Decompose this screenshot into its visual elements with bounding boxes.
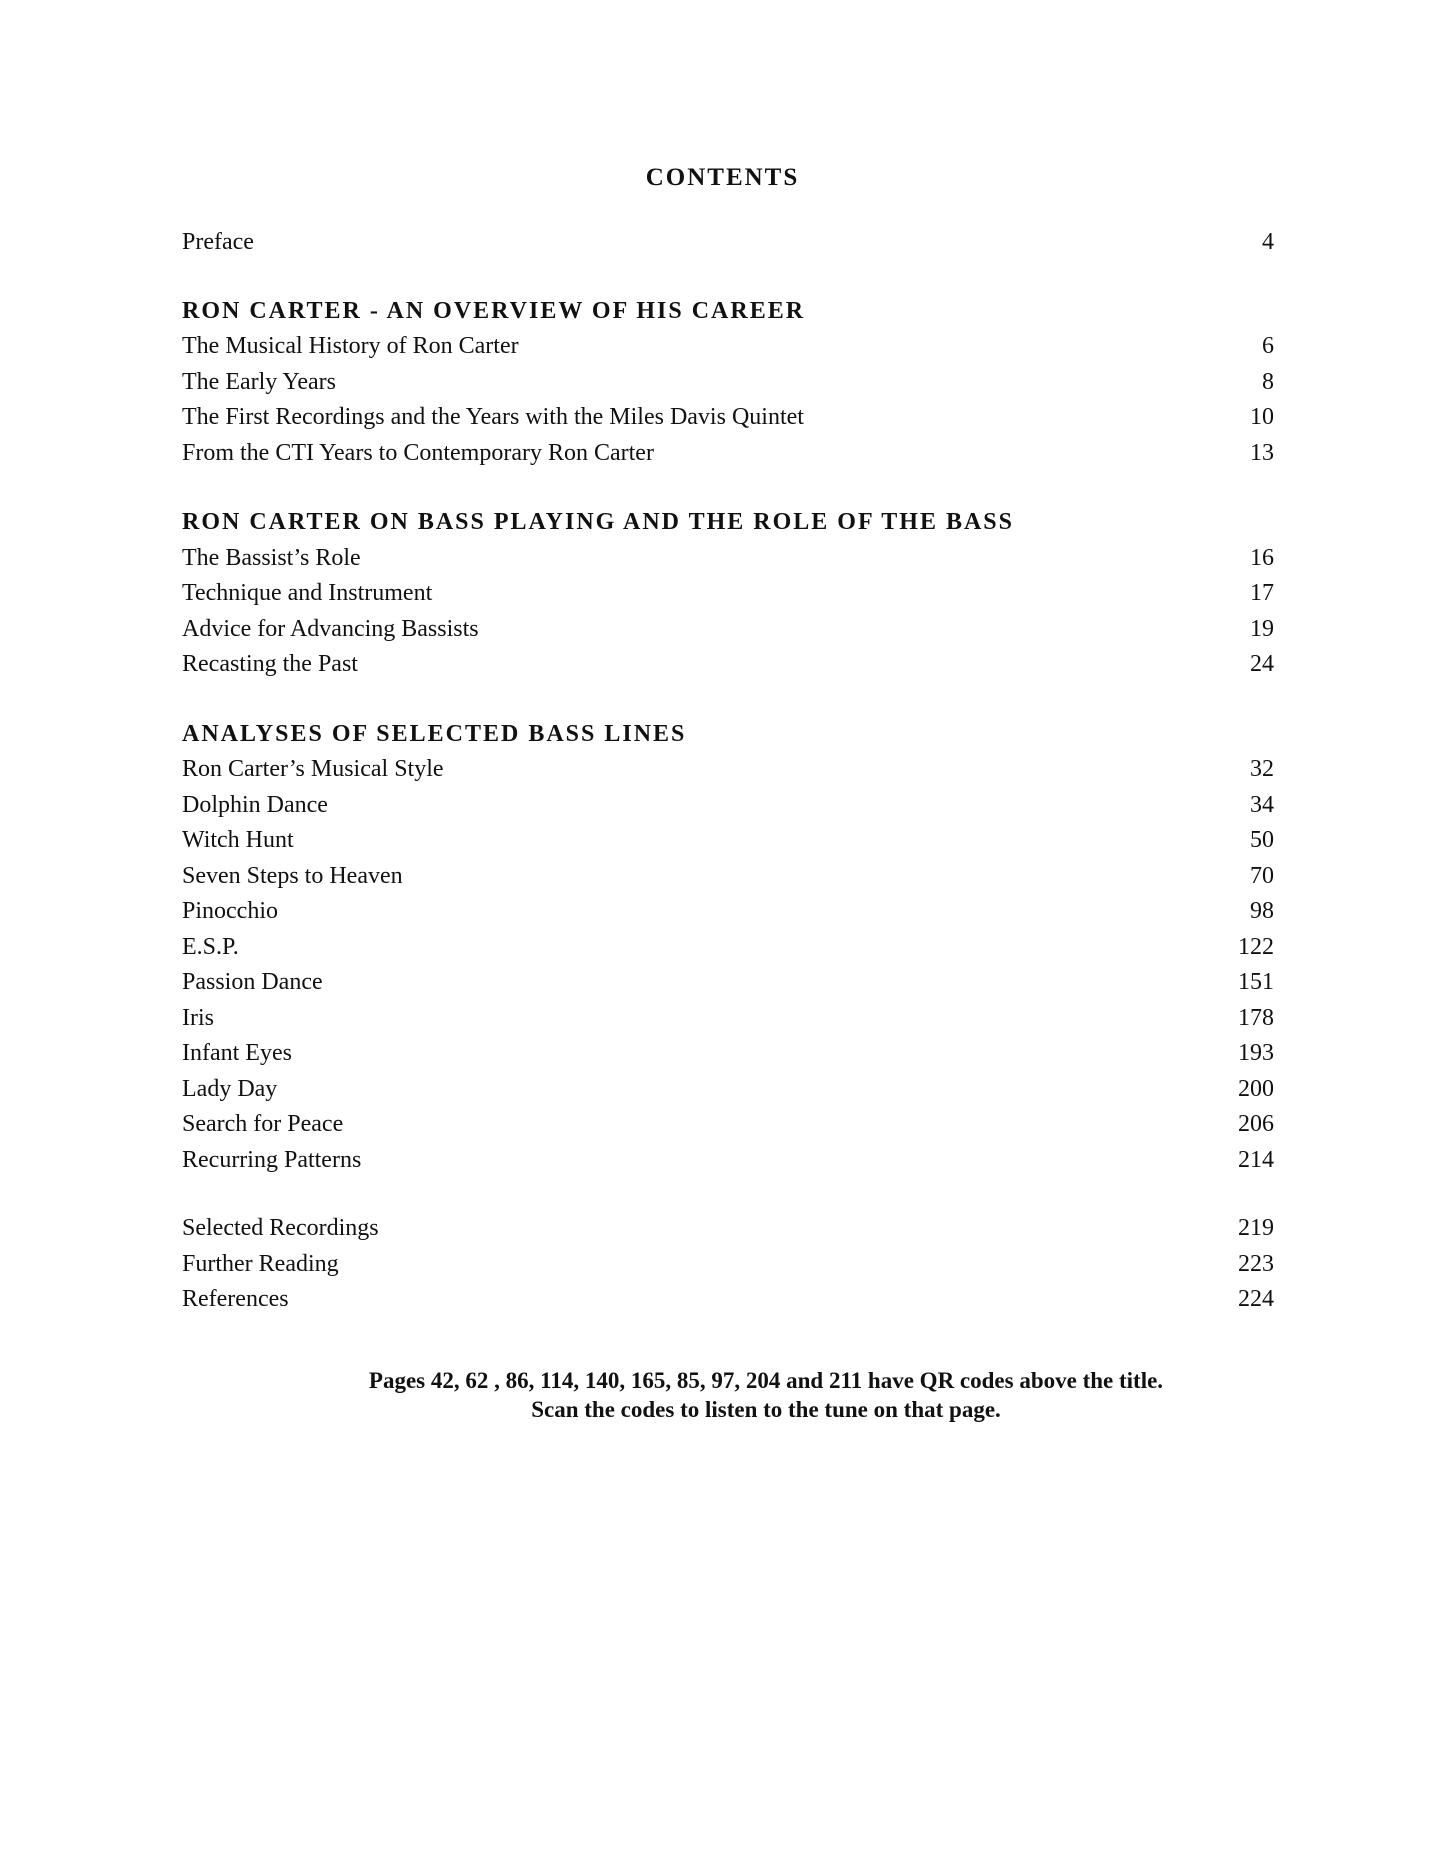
qr-code-note-line: Scan the codes to listen to the tune on that page. [531, 1397, 1001, 1422]
toc-entry-page: 122 [1238, 933, 1274, 960]
toc-entry [182, 400, 1274, 436]
toc-entry-page: 8 [1262, 368, 1274, 395]
section-heading: RON CARTER - AN OVERVIEW OF HIS CAREER [182, 297, 806, 324]
toc-entry-page: 200 [1238, 1075, 1274, 1102]
toc-entry-page: 6 [1262, 333, 1274, 359]
toc-entry-label: Infant Eyes [182, 1040, 292, 1066]
toc-entry-page: 206 [1238, 1111, 1274, 1137]
toc-entry-label: Passion Dance [182, 969, 323, 995]
toc-entry-label: Further Reading [182, 1250, 339, 1277]
toc-entry-label: Pinocchio [182, 898, 278, 924]
toc-entry-label: Dolphin Dance [182, 791, 328, 818]
toc-entry-page: 13 [1250, 439, 1274, 466]
toc-entry-label: Lady Day [182, 1075, 278, 1102]
toc-entry-label: The Early Years [182, 368, 336, 395]
toc-entry-label: Ron Carter’s Musical Style [182, 756, 444, 782]
toc-entry-label: From the CTI Years to Contemporary Ron Carter [182, 439, 654, 466]
toc-entry-page: 24 [1250, 651, 1274, 677]
toc-entry-page: 178 [1238, 1004, 1274, 1031]
toc-entry-page: 219 [1238, 1215, 1274, 1241]
toc-entry-page: 19 [1250, 615, 1274, 642]
toc-entry [182, 329, 1274, 365]
qr-code-note-line: Pages 42, 62 , 86, 114, 140, 165, 85, 97, 204 and 211 have QR codes above the title. [368, 1368, 1164, 1393]
toc-entry [182, 965, 1274, 1001]
toc-entry-label: Recasting the Past [182, 651, 358, 677]
toc-entry [182, 647, 1274, 683]
toc-entry-page: 16 [1250, 544, 1274, 571]
toc-entry [182, 541, 1274, 577]
toc-entry-page: 17 [1250, 580, 1274, 606]
toc-entry-label: The Bassist’s Role [182, 544, 361, 571]
toc-entry-label: The Musical History of Ron Carter [182, 333, 519, 359]
toc-entry [182, 788, 1274, 824]
toc-entry-page: 50 [1250, 827, 1274, 853]
toc-entry [182, 930, 1274, 966]
toc-entry-label: Recurring Patterns [182, 1146, 362, 1173]
toc-entry-label: References [182, 1286, 289, 1312]
toc-entry [182, 752, 1274, 788]
toc-entry-page: 4 [1262, 229, 1274, 255]
toc-entry-label: E.S.P. [182, 933, 239, 960]
toc-entry-page: 34 [1250, 791, 1274, 818]
toc-entry-label: Advice for Advancing Bassists [182, 615, 479, 642]
toc-entry [182, 576, 1274, 612]
toc-entry-label: Iris [182, 1004, 214, 1031]
toc-entry [182, 436, 1274, 472]
toc-entry-page: 224 [1238, 1286, 1274, 1312]
toc-entry [182, 823, 1274, 859]
toc-entry [182, 1072, 1274, 1108]
section-heading: ANALYSES OF SELECTED BASS LINES [182, 720, 687, 747]
toc-entry [182, 1036, 1274, 1072]
toc-entry-back-matter [182, 1247, 1274, 1283]
toc-entry [182, 1107, 1274, 1143]
toc-entry [182, 859, 1274, 895]
toc-entry-page: 70 [1250, 862, 1274, 889]
toc-entry [182, 612, 1274, 648]
toc-entry-preface [182, 225, 1274, 261]
table-of-contents [182, 225, 1274, 1318]
toc-entry-label: Search for Peace [182, 1111, 344, 1137]
page-title: CONTENTS [645, 164, 800, 191]
toc-entry-back-matter [182, 1282, 1274, 1318]
toc-entry-label: The First Recordings and the Years with the Miles Davis Quintet [182, 404, 804, 430]
toc-entry [182, 1001, 1274, 1037]
toc-entry [182, 365, 1274, 401]
toc-entry [182, 1143, 1274, 1179]
toc-entry-page: 98 [1250, 898, 1274, 924]
qr-code-note [365, 1366, 1167, 1424]
toc-entry-label: Preface [182, 229, 254, 255]
toc-entry-page: 193 [1238, 1040, 1274, 1066]
toc-entry-label: Seven Steps to Heaven [182, 862, 403, 889]
toc-entry-page: 214 [1238, 1146, 1274, 1173]
toc-entry [182, 894, 1274, 930]
toc-entry-page: 10 [1250, 404, 1274, 430]
toc-entry-page: 151 [1238, 969, 1274, 995]
toc-entry-label: Selected Recordings [182, 1215, 379, 1241]
toc-entry-page: 223 [1238, 1250, 1274, 1277]
section-heading: RON CARTER ON BASS PLAYING AND THE ROLE OF THE BASS [182, 509, 1014, 535]
toc-entry-label: Technique and Instrument [182, 580, 433, 606]
toc-entry-back-matter [182, 1211, 1274, 1247]
toc-entry-label: Witch Hunt [182, 827, 294, 853]
toc-entry-page: 32 [1250, 756, 1274, 782]
